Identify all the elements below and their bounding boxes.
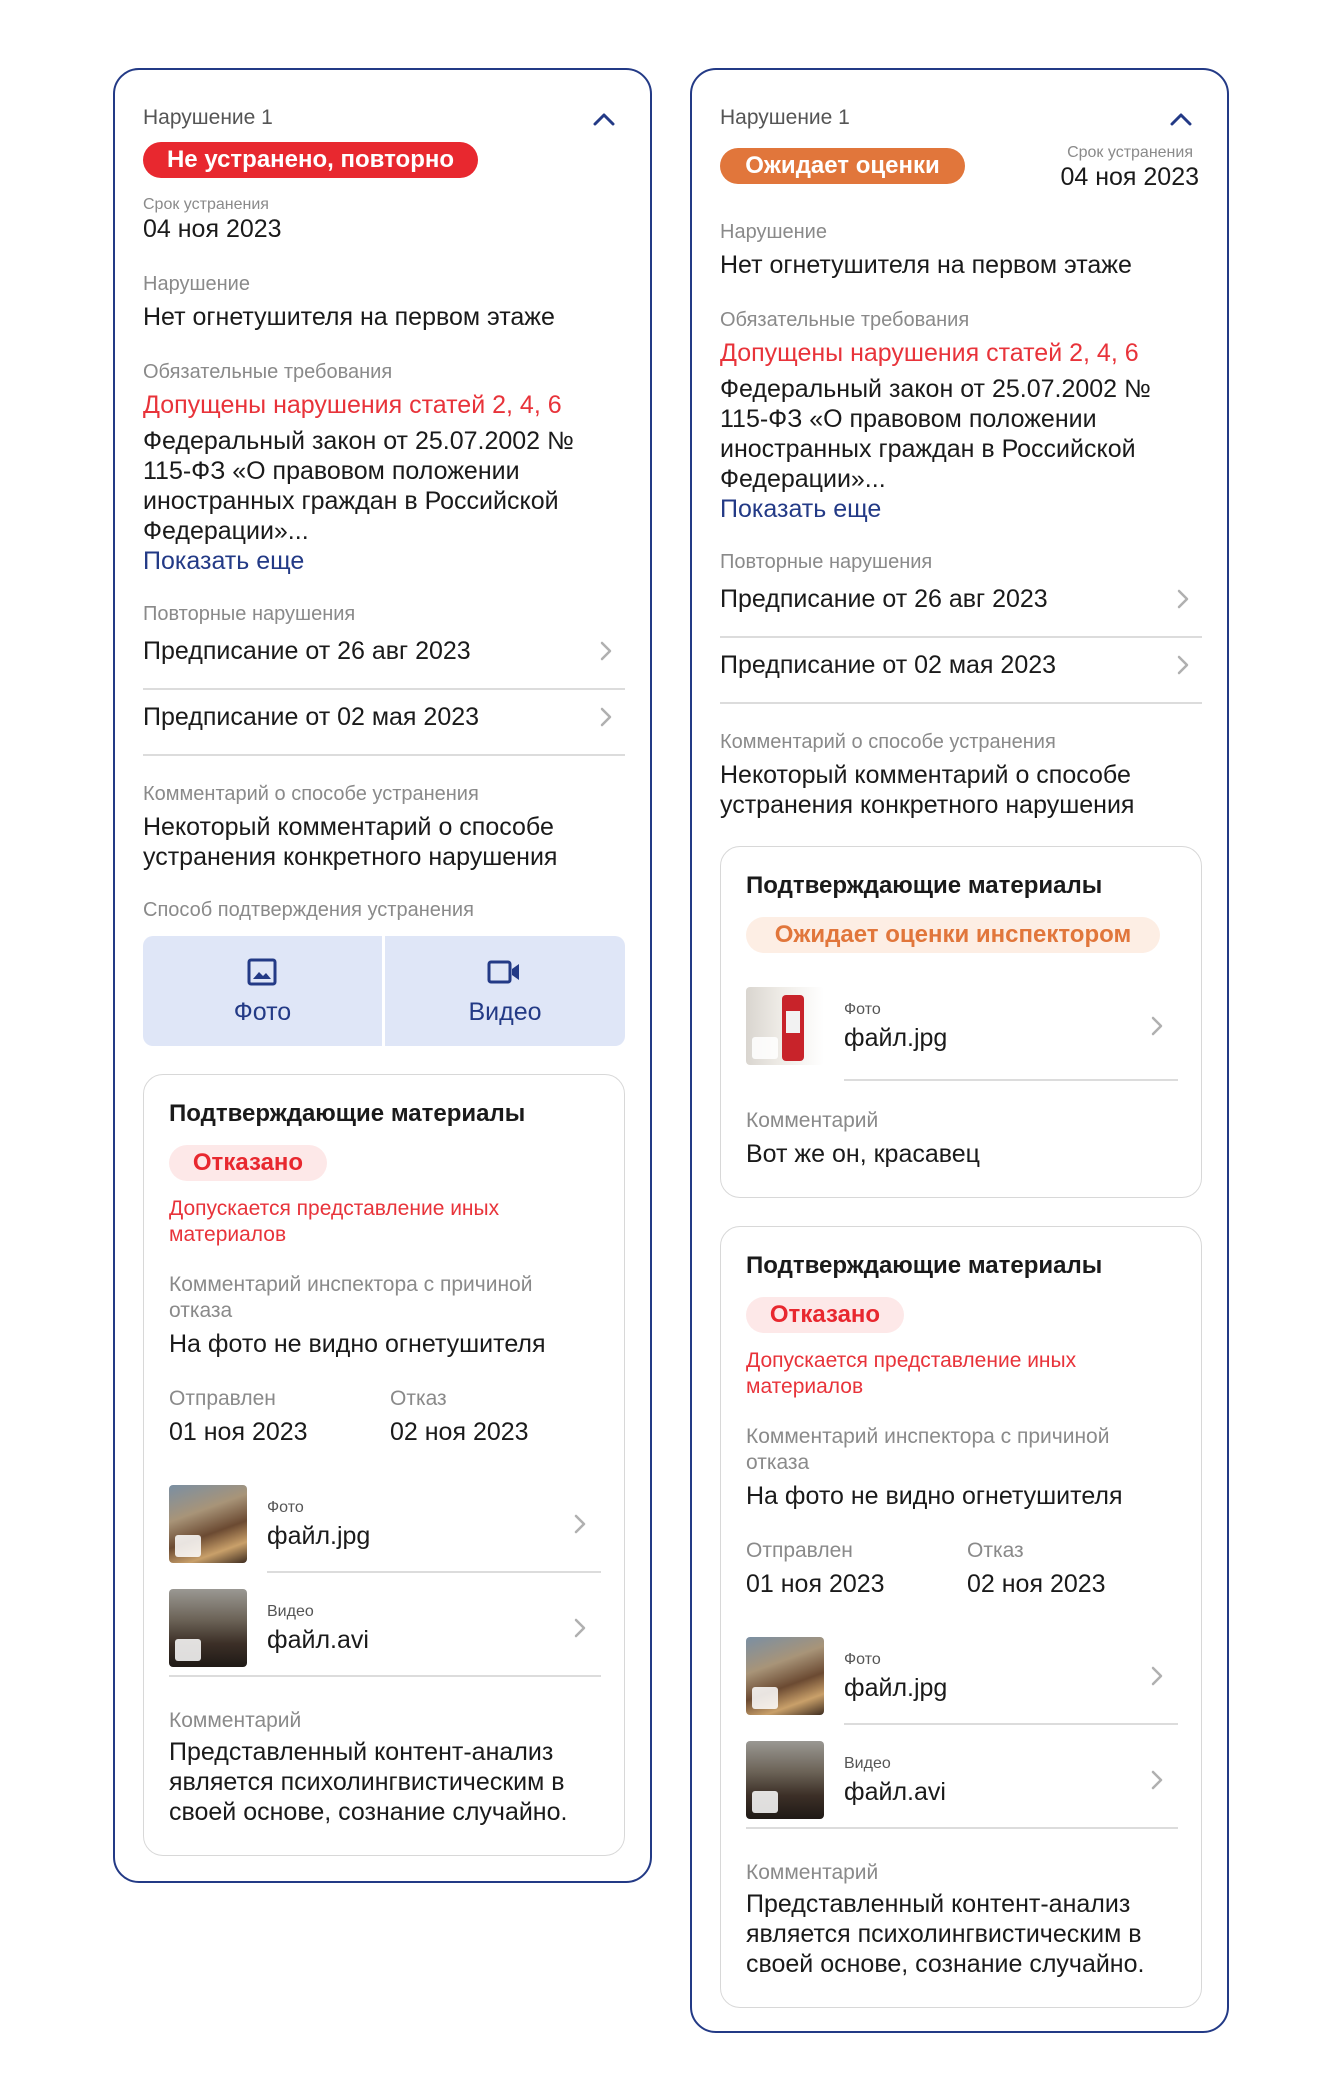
method-photo-button[interactable]: [143, 936, 382, 1046]
divider: [844, 1723, 1178, 1725]
materials-note-line: материалов: [746, 1375, 864, 1398]
violation-header: Нарушение 1: [143, 106, 273, 129]
requirements-text-line: иностранных граждан в Российской: [720, 435, 1136, 463]
deadline-label: Срок устранения: [143, 196, 269, 213]
file-thumbnail: [746, 987, 824, 1065]
status-badge: Ожидает оценки: [720, 148, 965, 184]
deadline-label: Срок устранения: [1067, 144, 1193, 161]
violation-card-left: [113, 68, 652, 1883]
requirements-text-line: иностранных граждан в Российской: [143, 487, 559, 515]
requirements-label: Обязательные требования: [720, 309, 970, 331]
inspector-comment-value: На фото не видно огнетушителя: [746, 1482, 1123, 1510]
divider: [267, 1571, 601, 1573]
requirements-text-line: Федерации»...: [720, 465, 886, 493]
chevron-up-icon[interactable]: [593, 112, 615, 126]
image-icon: [247, 958, 277, 986]
file-name: файл.jpg: [267, 1522, 371, 1550]
divider: [746, 1827, 1178, 1829]
materials-card: [143, 1074, 625, 1856]
pending-comment-value: Вот же он, красавец: [746, 1140, 980, 1168]
confirm-method-label: Способ подтверждения устранения: [143, 899, 474, 921]
status-badge: Не устранено, повторно: [143, 142, 478, 178]
sent-label: Отправлен: [746, 1539, 853, 1562]
comment-method-line: Некоторый комментарий о способе: [143, 813, 554, 841]
file-thumbnail: [169, 1589, 247, 1667]
repeat-violation-item[interactable]: [720, 650, 1202, 710]
pending-comment-label: Комментарий: [746, 1109, 879, 1132]
comment-method-line: устранения конкретного нарушения: [720, 791, 1135, 819]
image-icon: [175, 1535, 201, 1557]
refused-label: Отказ: [390, 1387, 447, 1410]
video-icon: [487, 960, 521, 984]
materials-comment-line: является психолингвистическим в: [746, 1920, 1142, 1948]
file-thumbnail: [746, 1741, 824, 1819]
file-type: Фото: [844, 1001, 881, 1018]
pending-status-badge: Ожидает оценки инспектором: [746, 917, 1160, 953]
materials-comment-line: является психолингвистическим в: [169, 1768, 565, 1796]
repeat-violation-text: Предписание от 02 мая 2023: [143, 703, 480, 731]
image-icon: [752, 1037, 778, 1059]
repeat-violation-item[interactable]: [720, 584, 1202, 644]
pending-materials-card: [720, 846, 1202, 1198]
file-row[interactable]: [169, 1589, 601, 1669]
requirements-text-line: Федерации»...: [143, 517, 309, 545]
materials-comment-label: Комментарий: [746, 1861, 879, 1884]
materials-title: Подтверждающие материалы: [746, 1252, 1103, 1279]
repeat-violation-text: Предписание от 26 авг 2023: [720, 585, 1048, 613]
sent-value: 01 ноя 2023: [169, 1418, 308, 1446]
violation-header: Нарушение 1: [720, 106, 850, 129]
file-type: Видео: [267, 1603, 314, 1620]
chevron-right-icon: [599, 640, 613, 662]
chevron-right-icon: [599, 706, 613, 728]
violation-card-right: [690, 68, 1229, 2033]
file-thumbnail: [169, 1485, 247, 1563]
chevron-right-icon: [1150, 1665, 1164, 1687]
divider: [844, 1079, 1178, 1081]
comment-method-line: Некоторый комментарий о способе: [720, 761, 1131, 789]
file-thumbnail: [746, 1637, 824, 1715]
file-type: Видео: [844, 1755, 891, 1772]
divider: [720, 636, 1202, 638]
comment-method-line: устранения конкретного нарушения: [143, 843, 558, 871]
extinguisher-label: [786, 1011, 800, 1033]
materials-note-line: Допускается представление иных: [169, 1197, 500, 1220]
materials-comment-line: своей основе, сознание случайно.: [169, 1798, 568, 1826]
chevron-up-icon[interactable]: [1170, 112, 1192, 126]
show-more-link[interactable]: Показать еще: [720, 495, 882, 523]
comment-method-label: Комментарий о способе устранения: [720, 731, 1056, 753]
requirements-text-line: 115-ФЗ «О правовом положении: [143, 457, 520, 485]
comment-method-label: Комментарий о способе устранения: [143, 783, 479, 805]
divider: [720, 702, 1202, 704]
file-row[interactable]: [746, 1637, 1178, 1717]
divider: [143, 688, 625, 690]
materials-status-badge: Отказано: [169, 1145, 327, 1181]
materials-comment-label: Комментарий: [169, 1709, 302, 1732]
inspector-comment-label-line: Комментарий инспектора с причиной: [746, 1425, 1110, 1448]
file-name: файл.avi: [267, 1626, 369, 1654]
materials-comment-line: Представленный контент-анализ: [169, 1738, 554, 1766]
file-row[interactable]: [746, 1741, 1178, 1821]
deadline-value: 04 ноя 2023: [1060, 163, 1199, 191]
violation-label: Нарушение: [143, 273, 250, 295]
inspector-comment-label-line: отказа: [169, 1299, 233, 1322]
chevron-right-icon: [573, 1513, 587, 1535]
chevron-right-icon: [1150, 1015, 1164, 1037]
sent-value: 01 ноя 2023: [746, 1570, 885, 1598]
show-more-link[interactable]: Показать еще: [143, 547, 305, 575]
file-name: файл.avi: [844, 1778, 946, 1806]
chevron-right-icon: [1176, 588, 1190, 610]
divider: [143, 754, 625, 756]
file-name: файл.jpg: [844, 1674, 948, 1702]
repeat-violation-text: Предписание от 02 мая 2023: [720, 651, 1057, 679]
requirements-violations: Допущены нарушения статей 2, 4, 6: [720, 339, 1139, 367]
chevron-right-icon: [1150, 1769, 1164, 1791]
inspector-comment-label-line: отказа: [746, 1451, 810, 1474]
inspector-comment-value: На фото не видно огнетушителя: [169, 1330, 546, 1358]
chevron-right-icon: [573, 1617, 587, 1639]
divider: [169, 1675, 601, 1677]
materials-title: Подтверждающие материалы: [169, 1100, 526, 1127]
requirements-text-line: Федеральный закон от 25.07.2002 №: [143, 427, 574, 455]
repeat-violations-label: Повторные нарушения: [143, 603, 356, 625]
materials-comment-line: Представленный контент-анализ: [746, 1890, 1131, 1918]
repeat-violation-item[interactable]: [143, 702, 625, 762]
materials-note-line: материалов: [169, 1223, 287, 1246]
repeat-violation-text: Предписание от 26 авг 2023: [143, 637, 471, 665]
deadline-value: 04 ноя 2023: [143, 215, 282, 243]
file-name: файл.jpg: [844, 1024, 948, 1052]
method-video-button[interactable]: [385, 936, 625, 1046]
file-row[interactable]: [169, 1485, 601, 1565]
refused-label: Отказ: [967, 1539, 1024, 1562]
materials-card: [720, 1226, 1202, 2008]
violation-label: Нарушение: [720, 221, 827, 243]
video-icon: [175, 1639, 201, 1661]
sent-label: Отправлен: [169, 1387, 276, 1410]
requirements-text-line: 115-ФЗ «О правовом положении: [720, 405, 1097, 433]
file-type: Фото: [844, 1651, 881, 1668]
requirements-text-line: Федеральный закон от 25.07.2002 №: [720, 375, 1151, 403]
materials-status-badge: Отказано: [746, 1297, 904, 1333]
requirements-violations: Допущены нарушения статей 2, 4, 6: [143, 391, 562, 419]
repeat-violation-item[interactable]: [143, 636, 625, 696]
image-icon: [752, 1687, 778, 1709]
violation-value: Нет огнетушителя на первом этаже: [143, 303, 555, 331]
method-photo-label: Фото: [233, 998, 292, 1026]
file-type: Фото: [267, 1499, 304, 1516]
violation-value: Нет огнетушителя на первом этаже: [720, 251, 1132, 279]
materials-comment-line: своей основе, сознание случайно.: [746, 1950, 1145, 1978]
chevron-right-icon: [1176, 654, 1190, 676]
materials-note-line: Допускается представление иных: [746, 1349, 1077, 1372]
pending-materials-title: Подтверждающие материалы: [746, 872, 1103, 899]
video-icon: [752, 1791, 778, 1813]
refused-value: 02 ноя 2023: [390, 1418, 529, 1446]
inspector-comment-label-line: Комментарий инспектора с причиной: [169, 1273, 533, 1296]
refused-value: 02 ноя 2023: [967, 1570, 1106, 1598]
file-row[interactable]: [746, 987, 1178, 1067]
method-video-label: Видео: [468, 998, 542, 1026]
requirements-label: Обязательные требования: [143, 361, 393, 383]
repeat-violations-label: Повторные нарушения: [720, 551, 933, 573]
